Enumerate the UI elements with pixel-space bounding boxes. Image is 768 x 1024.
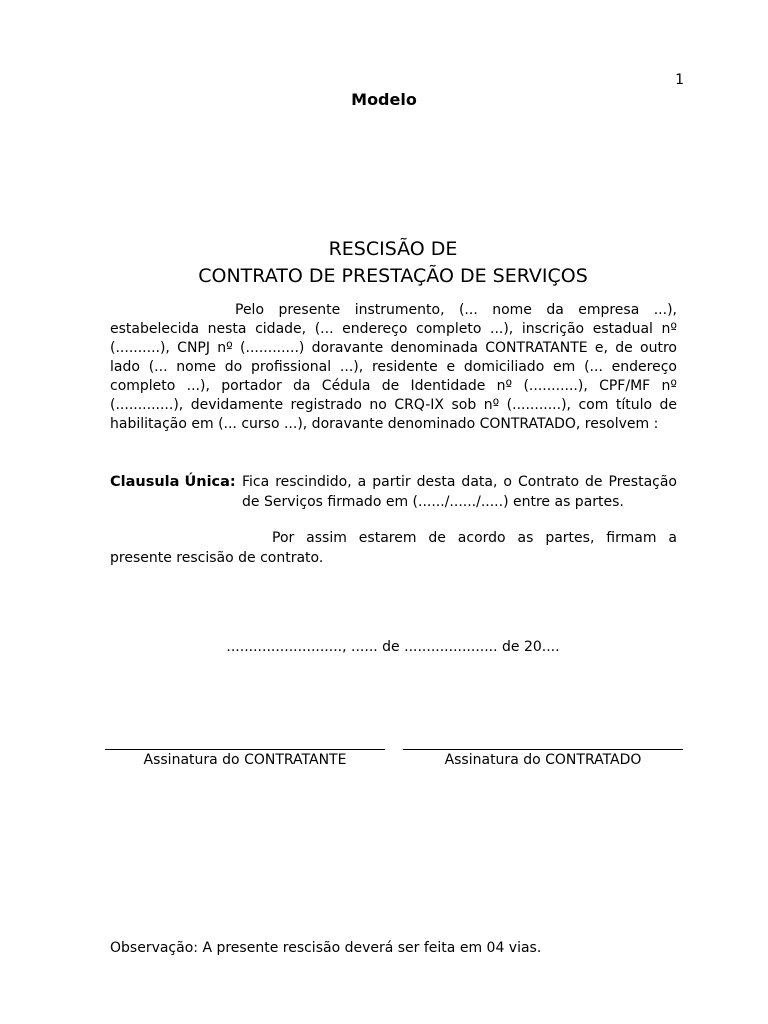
document-heading: Modelo [351,90,417,109]
signature-label-contratante: Assinatura do CONTRATANTE [143,752,347,768]
agreement-paragraph: Por assim estarem de acordo as partes, firmam a presente rescisão de contrato. [110,530,677,566]
intro-paragraph: Pelo presente instrumento, (... nome da empresa ...), estabelecida nesta cidade, (... endereço completo ...), inscrição estadual nº (..........), CNPJ nº (............) doravante denominada CONTRATANTE e, de outro lado (... nome do profissional ...), residente e domiciliado em (... endereço completo ...), portador da Cédula de Identidade nº (...........), CPF/MF nº (.............), devidamente registrado no CRQ-IX sob nº (...........), com título de habilitação em (... curso ...), doravante denominado CONTRATADO, resolvem : [110,302,677,432]
clause-label: Clausula Única: [110,474,236,490]
signature-line-contratante [105,749,385,750]
clause-text: Fica rescindido, a partir desta data, o Contrato de Prestação de Serviços firmado em (....../....../.....) entre as partes. [242,474,677,510]
date-line: .........................., ...... de ..................... de 20.... [226,639,560,655]
title-line-2: CONTRATO DE PRESTAÇÃO DE SERVIÇOS [198,265,588,287]
signature-line-contratado [403,749,683,750]
observation-note: Observação: A presente rescisão deverá ser feita em 04 vias. [110,940,542,956]
title-line-1: RESCISÃO DE [328,238,458,260]
document-title [0,236,768,290]
signature-label-contratado: Assinatura do CONTRATADO [444,752,642,768]
page-number: 1 [675,72,684,88]
